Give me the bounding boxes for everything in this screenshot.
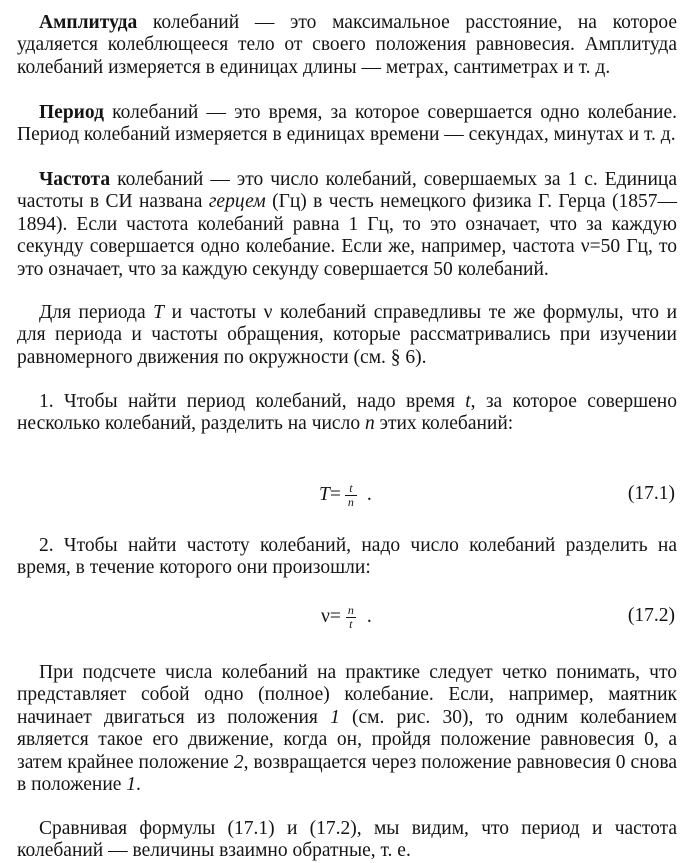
- paragraph-counting-c: , возвращается через положение равновесия 0 снова в положение: [17, 751, 677, 796]
- paragraph-amplitude: [17, 12, 677, 79]
- paragraph-formulas-intro-a: Для периода: [39, 302, 154, 323]
- term-period: Период: [39, 102, 104, 123]
- paragraph-counting-b: (см. рис. 30), то одним колебанием является такое его движение, когда он, пройдя положение равновесия 0, а затем крайнее положение: [17, 706, 677, 773]
- unit-name-hertz: герцем: [208, 191, 266, 213]
- symbol-period: T: [153, 302, 165, 323]
- formula-17-2-dot: .: [366, 606, 372, 627]
- formula-17-1-fraction: [345, 482, 357, 509]
- formula-17-2-expression: [321, 597, 372, 637]
- formula-17-2-numerator: n: [347, 602, 354, 617]
- formula-17-1-lhs: T: [319, 484, 330, 505]
- paragraph-rule-frequency: [17, 535, 677, 580]
- paragraph-comparison-text: Сравнивая формулы (17.1) и (17.2), мы видим, что период и частота колебаний — величины взаимно обратные, т. е.: [17, 818, 677, 862]
- position-1: 1: [330, 706, 340, 728]
- paragraph-frequency-text-a: колебаний — это число колебаний, совершаемых за 1 с. Единица частоты в СИ названа: [17, 169, 677, 213]
- paragraph-rule-frequency-text: 2. Чтобы найти частоту колебаний, надо число колебаний разделить на время, в течение которого они произошли:: [17, 535, 677, 579]
- formula-17-1-equals: =: [329, 484, 341, 505]
- symbol-time: t: [465, 391, 471, 412]
- formula-17-1-denominator: n: [345, 495, 357, 509]
- formula-17-2-lhs: ν: [321, 606, 330, 627]
- term-amplitude: Амплитуда: [39, 12, 138, 33]
- paragraph-rule-period: [17, 391, 677, 436]
- paragraph-formulas-intro: [17, 302, 677, 369]
- paragraph-rule-period-a: 1. Чтобы найти период колебаний, надо время: [39, 391, 466, 412]
- equation-number-17-1: (17.1): [627, 483, 675, 504]
- formula-17-1-numerator: t: [349, 480, 353, 495]
- paragraph-period-text: колебаний — это время, за которое совершается одно колебание. Период колебаний измеряется в единицах времени — секундах, минутах и т. д.: [17, 102, 677, 146]
- formula-17-2-equals: =: [329, 606, 341, 627]
- paragraph-rule-period-c: этих колебаний:: [374, 413, 514, 435]
- formula-17-1-expression: [319, 475, 372, 515]
- paragraph-counting-a: При подсчете числа колебаний на практике следует четко понимать, что представляет собой одно (полное) колебание. Если, например, маятник начинает двигаться из положения: [17, 662, 677, 728]
- position-1-again: 1: [126, 774, 137, 796]
- formula-17-2: [17, 597, 677, 637]
- equation-number-17-2: (17.2): [627, 605, 675, 626]
- formula-17-1-dot: .: [366, 484, 372, 505]
- paragraph-frequency: [17, 169, 677, 281]
- formula-17-2-denominator: t: [346, 617, 355, 631]
- term-frequency: Частота: [39, 169, 111, 190]
- paragraph-rule-period-b: , за которое совершено несколько колебаний, разделить на число: [17, 391, 677, 435]
- symbol-count: n: [364, 413, 375, 435]
- paragraph-comparison: [17, 818, 677, 863]
- formula-17-2-fraction: [345, 604, 357, 631]
- paragraph-counting-d: .: [136, 774, 141, 796]
- formula-17-1: [17, 475, 677, 515]
- paragraph-frequency-text-b: (Гц) в честь немецкого физика Г. Герца (1857—1894). Если частота колебаний равна 1 Гц, то это означает, что за каждую секунду совершается одно колебание. Если же, например, частота ν=50 Гц, то это означает, что за каждую секунду совершается 50 колебаний.: [17, 191, 677, 280]
- paragraph-formulas-intro-b: и частоты ν колебаний справедливы те же формулы, что и для периода и частоты обращения, которые рассматривались при изучении равномерного движения по окружности (см. § 6).: [17, 302, 678, 368]
- paragraph-period: [17, 102, 677, 147]
- position-2: 2: [233, 751, 244, 773]
- paragraph-amplitude-text: колебаний — это максимальное расстояние, на которое удаляется колеблющееся тело от своего положения равновесия. Амплитуда колебаний измеряется в единицах длины — метрах, сантиметрах и т. д.: [17, 12, 677, 78]
- paragraph-counting: [17, 662, 677, 796]
